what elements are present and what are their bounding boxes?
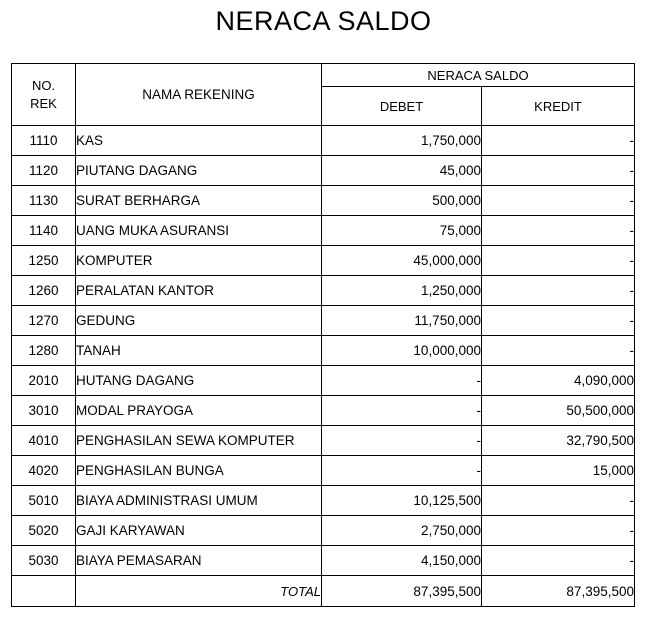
total-kredit: 87,395,500 [482,576,635,607]
debet-cell: 500,000 [322,186,482,216]
header-neraca-saldo: NERACA SALDO [322,64,635,87]
debet-cell: 4,150,000 [322,546,482,576]
debet-cell: 45,000 [322,156,482,186]
table-row [12,186,635,216]
table-row [12,486,635,516]
kredit-cell: 4,090,000 [482,366,635,396]
table-row [12,456,635,486]
kredit-cell: 15,000 [482,456,635,486]
account-number-cell: 3010 [12,396,76,426]
debet-cell: 1,250,000 [322,276,482,306]
account-name-cell: KAS [76,126,322,156]
kredit-cell: - [482,546,635,576]
header-no-rek-line1: NO. [31,77,56,93]
debet-cell: 10,000,000 [322,336,482,366]
kredit-cell: - [482,336,635,366]
table-row [12,426,635,456]
account-name-cell: SURAT BERHARGA [76,186,322,216]
account-number-cell: 1140 [12,216,76,246]
table-row [12,336,635,366]
debet-cell: 2,750,000 [322,516,482,546]
account-number-cell: 4010 [12,426,76,456]
account-name-cell: KOMPUTER [76,246,322,276]
kredit-cell: - [482,186,635,216]
total-blank-cell [12,576,76,607]
debet-cell: 10,125,500 [322,486,482,516]
total-debet: 87,395,500 [322,576,482,607]
table-row [12,546,635,576]
header-row-top [12,64,635,87]
account-number-cell: 1130 [12,186,76,216]
account-number-cell: 5030 [12,546,76,576]
table-row [12,216,635,246]
account-number-cell: 1110 [12,126,76,156]
account-name-cell: PERALATAN KANTOR [76,276,322,306]
account-name-cell: MODAL PRAYOGA [76,396,322,426]
debet-cell: - [322,456,482,486]
debet-cell: - [322,396,482,426]
kredit-cell: 50,500,000 [482,396,635,426]
table-row [12,246,635,276]
kredit-cell: - [482,156,635,186]
account-name-cell: PIUTANG DAGANG [76,156,322,186]
kredit-cell: - [482,126,635,156]
account-name-cell: PENGHASILAN BUNGA [76,456,322,486]
header-no-rek [12,64,76,126]
total-row [12,576,635,607]
debet-cell: 11,750,000 [322,306,482,336]
trial-balance-table [11,63,635,607]
account-number-cell: 5010 [12,486,76,516]
total-label: TOTAL [76,576,322,607]
kredit-cell: - [482,516,635,546]
kredit-cell: 32,790,500 [482,426,635,456]
account-name-cell: UANG MUKA ASURANSI [76,216,322,246]
table-row [12,396,635,426]
account-name-cell: HUTANG DAGANG [76,366,322,396]
account-number-cell: 1250 [12,246,76,276]
header-no-rek-line2: REK [30,95,57,111]
table-row [12,516,635,546]
account-name-cell: GAJI KARYAWAN [76,516,322,546]
account-number-cell: 1120 [12,156,76,186]
account-number-cell: 4020 [12,456,76,486]
header-debet: DEBET [322,87,482,126]
debet-cell: 1,750,000 [322,126,482,156]
account-number-cell: 1260 [12,276,76,306]
account-number-cell: 2010 [12,366,76,396]
table-row [12,126,635,156]
table-row [12,276,635,306]
debet-cell: 75,000 [322,216,482,246]
kredit-cell: - [482,246,635,276]
kredit-cell: - [482,486,635,516]
account-name-cell: BIAYA ADMINISTRASI UMUM [76,486,322,516]
account-number-cell: 1270 [12,306,76,336]
debet-cell: - [322,426,482,456]
account-name-cell: GEDUNG [76,306,322,336]
header-kredit: KREDIT [482,87,635,126]
table-body [12,126,635,576]
account-name-cell: BIAYA PEMASARAN [76,546,322,576]
account-number-cell: 1280 [12,336,76,366]
debet-cell: 45,000,000 [322,246,482,276]
kredit-cell: - [482,216,635,246]
account-name-cell: TANAH [76,336,322,366]
account-number-cell: 5020 [12,516,76,546]
kredit-cell: - [482,276,635,306]
page-title: NERACA SALDO [215,6,432,36]
table-row [12,306,635,336]
kredit-cell: - [482,306,635,336]
debet-cell: - [322,366,482,396]
header-nama-rekening: NAMA REKENING [76,64,322,126]
account-name-cell: PENGHASILAN SEWA KOMPUTER [76,426,322,456]
table-row [12,366,635,396]
table-row [12,156,635,186]
